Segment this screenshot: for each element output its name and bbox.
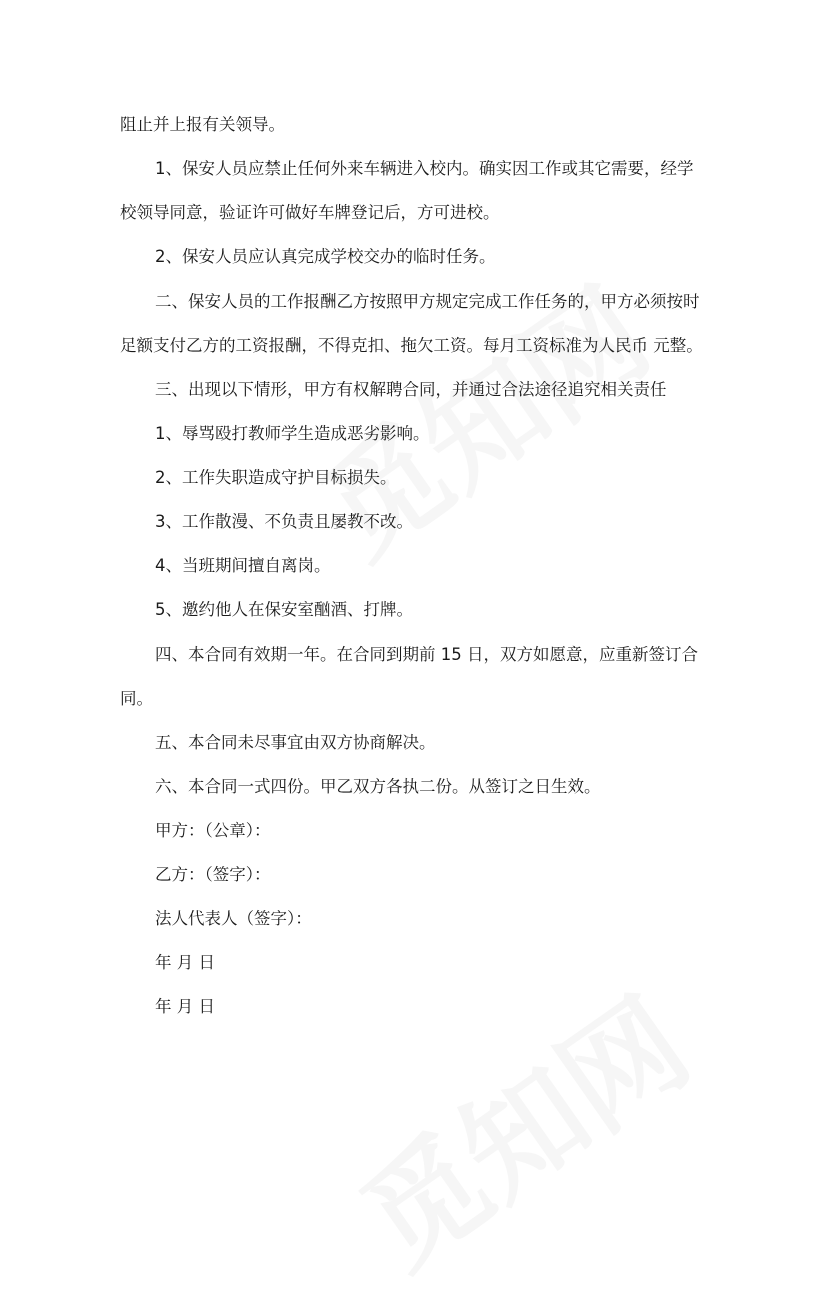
party-a-seal-line: 甲方：（公章）： bbox=[155, 821, 271, 840]
paragraph-line: 足额支付乙方的工资报酬，不得克扣、拖欠工资。每月工资标准为人民币 元整。 bbox=[120, 336, 703, 355]
list-item: 3、工作散漫、不负责且屡教不改。 bbox=[155, 512, 413, 531]
date-line: 年 月 日 bbox=[155, 953, 215, 972]
paragraph-line: 同。 bbox=[120, 689, 153, 708]
legal-representative-line: 法人代表人（签字）： bbox=[155, 909, 312, 928]
paragraph-line: 二、保安人员的工作报酬乙方按照甲方规定完成工作任务的，甲方必须按时 bbox=[155, 292, 700, 311]
paragraph-line: 三、出现以下情形，甲方有权解聘合同，并通过合法途径追究相关责任 bbox=[155, 380, 667, 399]
party-b-signature-line: 乙方：（签字）： bbox=[155, 865, 271, 884]
paragraph-line: 校领导同意，验证许可做好车牌登记后，方可进校。 bbox=[120, 203, 500, 222]
paragraph-line: 阻止并上报有关领导。 bbox=[120, 115, 285, 134]
list-item: 1、辱骂殴打教师学生造成恶劣影响。 bbox=[155, 424, 430, 443]
list-item: 4、当班期间擅自离岗。 bbox=[155, 556, 331, 575]
list-item: 5、邀约他人在保安室酗酒、打牌。 bbox=[155, 600, 413, 619]
list-item: 2、工作失职造成守护目标损失。 bbox=[155, 468, 397, 487]
paragraph-line: 2、保安人员应认真完成学校交办的临时任务。 bbox=[155, 247, 496, 266]
date-line: 年 月 日 bbox=[155, 997, 215, 1016]
paragraph-line: 六、本合同一式四份。甲乙双方各执二份。从签订之日生效。 bbox=[155, 777, 601, 796]
paragraph-line: 1、保安人员应禁止任何外来车辆进入校内。确实因工作或其它需要，经学 bbox=[155, 159, 694, 178]
paragraph-line: 五、本合同未尽事宜由双方协商解决。 bbox=[155, 733, 436, 752]
paragraph-line: 四、本合同有效期一年。在合同到期前 15 日，双方如愿意，应重新签订合 bbox=[155, 645, 698, 664]
